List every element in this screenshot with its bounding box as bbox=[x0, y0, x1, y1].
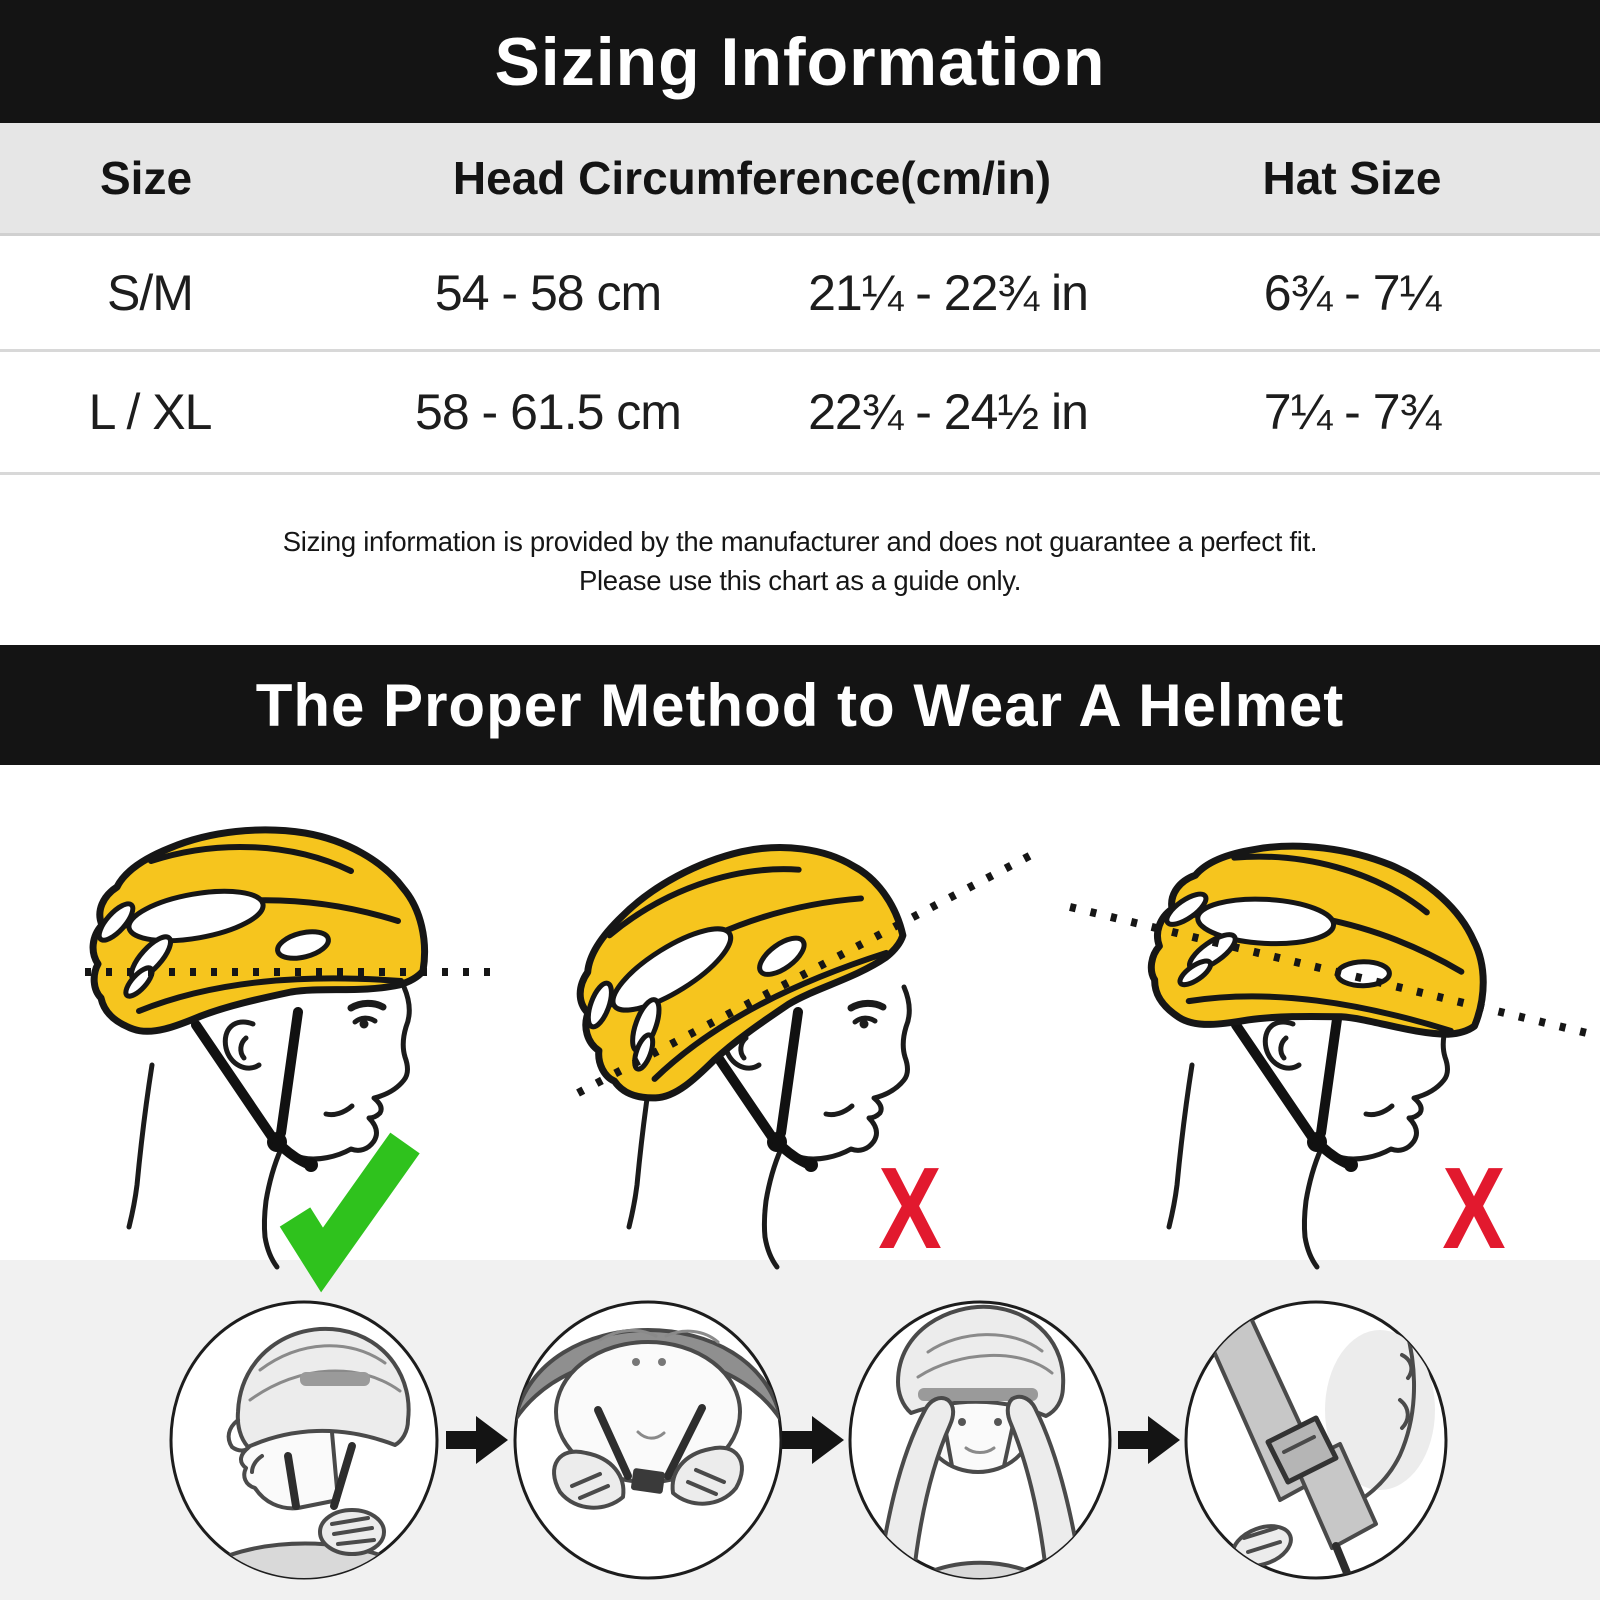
wearing-steps-panel bbox=[0, 1260, 1600, 1600]
x-icon: X bbox=[878, 1144, 942, 1274]
cell-circumference-in: 21¼ - 22¾ in bbox=[808, 264, 1088, 321]
disclaimer-line-1: Sizing information is provided by the manufacturer and does not guarantee a perfect fit. bbox=[282, 526, 1318, 557]
table-row bbox=[0, 236, 1600, 352]
wearing-steps-svg bbox=[0, 1260, 1600, 1600]
col-header-size: Size bbox=[99, 152, 193, 204]
arrow-right-icon bbox=[446, 1416, 508, 1464]
helmet-fit-illustrations bbox=[0, 765, 1600, 1274]
col-header-hat-size: Hat Size bbox=[1262, 152, 1442, 204]
cell-circumference-cm: 58 - 61.5 cm bbox=[415, 384, 681, 440]
step-2-buckle-chin-strap-icon bbox=[515, 1302, 781, 1578]
cell-size: S/M bbox=[107, 264, 193, 321]
sizing-section-title: Sizing Information bbox=[494, 23, 1106, 100]
cell-hat-size: 7¼ - 7¾ bbox=[1263, 384, 1441, 440]
method-section-title: The Proper Method to Wear A Helmet bbox=[255, 671, 1345, 739]
x-icon: X bbox=[1442, 1144, 1506, 1274]
sizing-section-banner bbox=[0, 0, 1600, 123]
method-section-banner bbox=[0, 645, 1600, 765]
step-3-adjust-helmet-fit-icon bbox=[850, 1302, 1110, 1600]
fit-figure-correct bbox=[85, 830, 490, 1267]
sizing-disclaimer bbox=[75, 522, 1525, 600]
fit-figure-tilted-back bbox=[544, 804, 1035, 1273]
cell-size: L / XL bbox=[88, 384, 212, 440]
col-header-circumference: Head Circumference(cm/in) bbox=[452, 152, 1052, 204]
helmet-fit-svg bbox=[0, 765, 1600, 1274]
cell-hat-size: 6¾ - 7¼ bbox=[1263, 264, 1441, 321]
size-table-header bbox=[0, 123, 1600, 236]
step-4-check-strap-icon bbox=[1186, 1302, 1446, 1590]
disclaimer-line-2: Please use this chart as a guide only. bbox=[578, 565, 1022, 596]
fit-figure-tilted-forward bbox=[1070, 814, 1595, 1273]
table-row bbox=[0, 352, 1600, 475]
arrow-right-icon bbox=[1118, 1416, 1180, 1464]
cell-circumference-in: 22¾ - 24½ in bbox=[808, 384, 1088, 440]
step-1-put-on-helmet-icon bbox=[171, 1302, 437, 1600]
arrow-right-icon bbox=[782, 1416, 844, 1464]
cell-circumference-cm: 54 - 58 cm bbox=[434, 264, 662, 321]
